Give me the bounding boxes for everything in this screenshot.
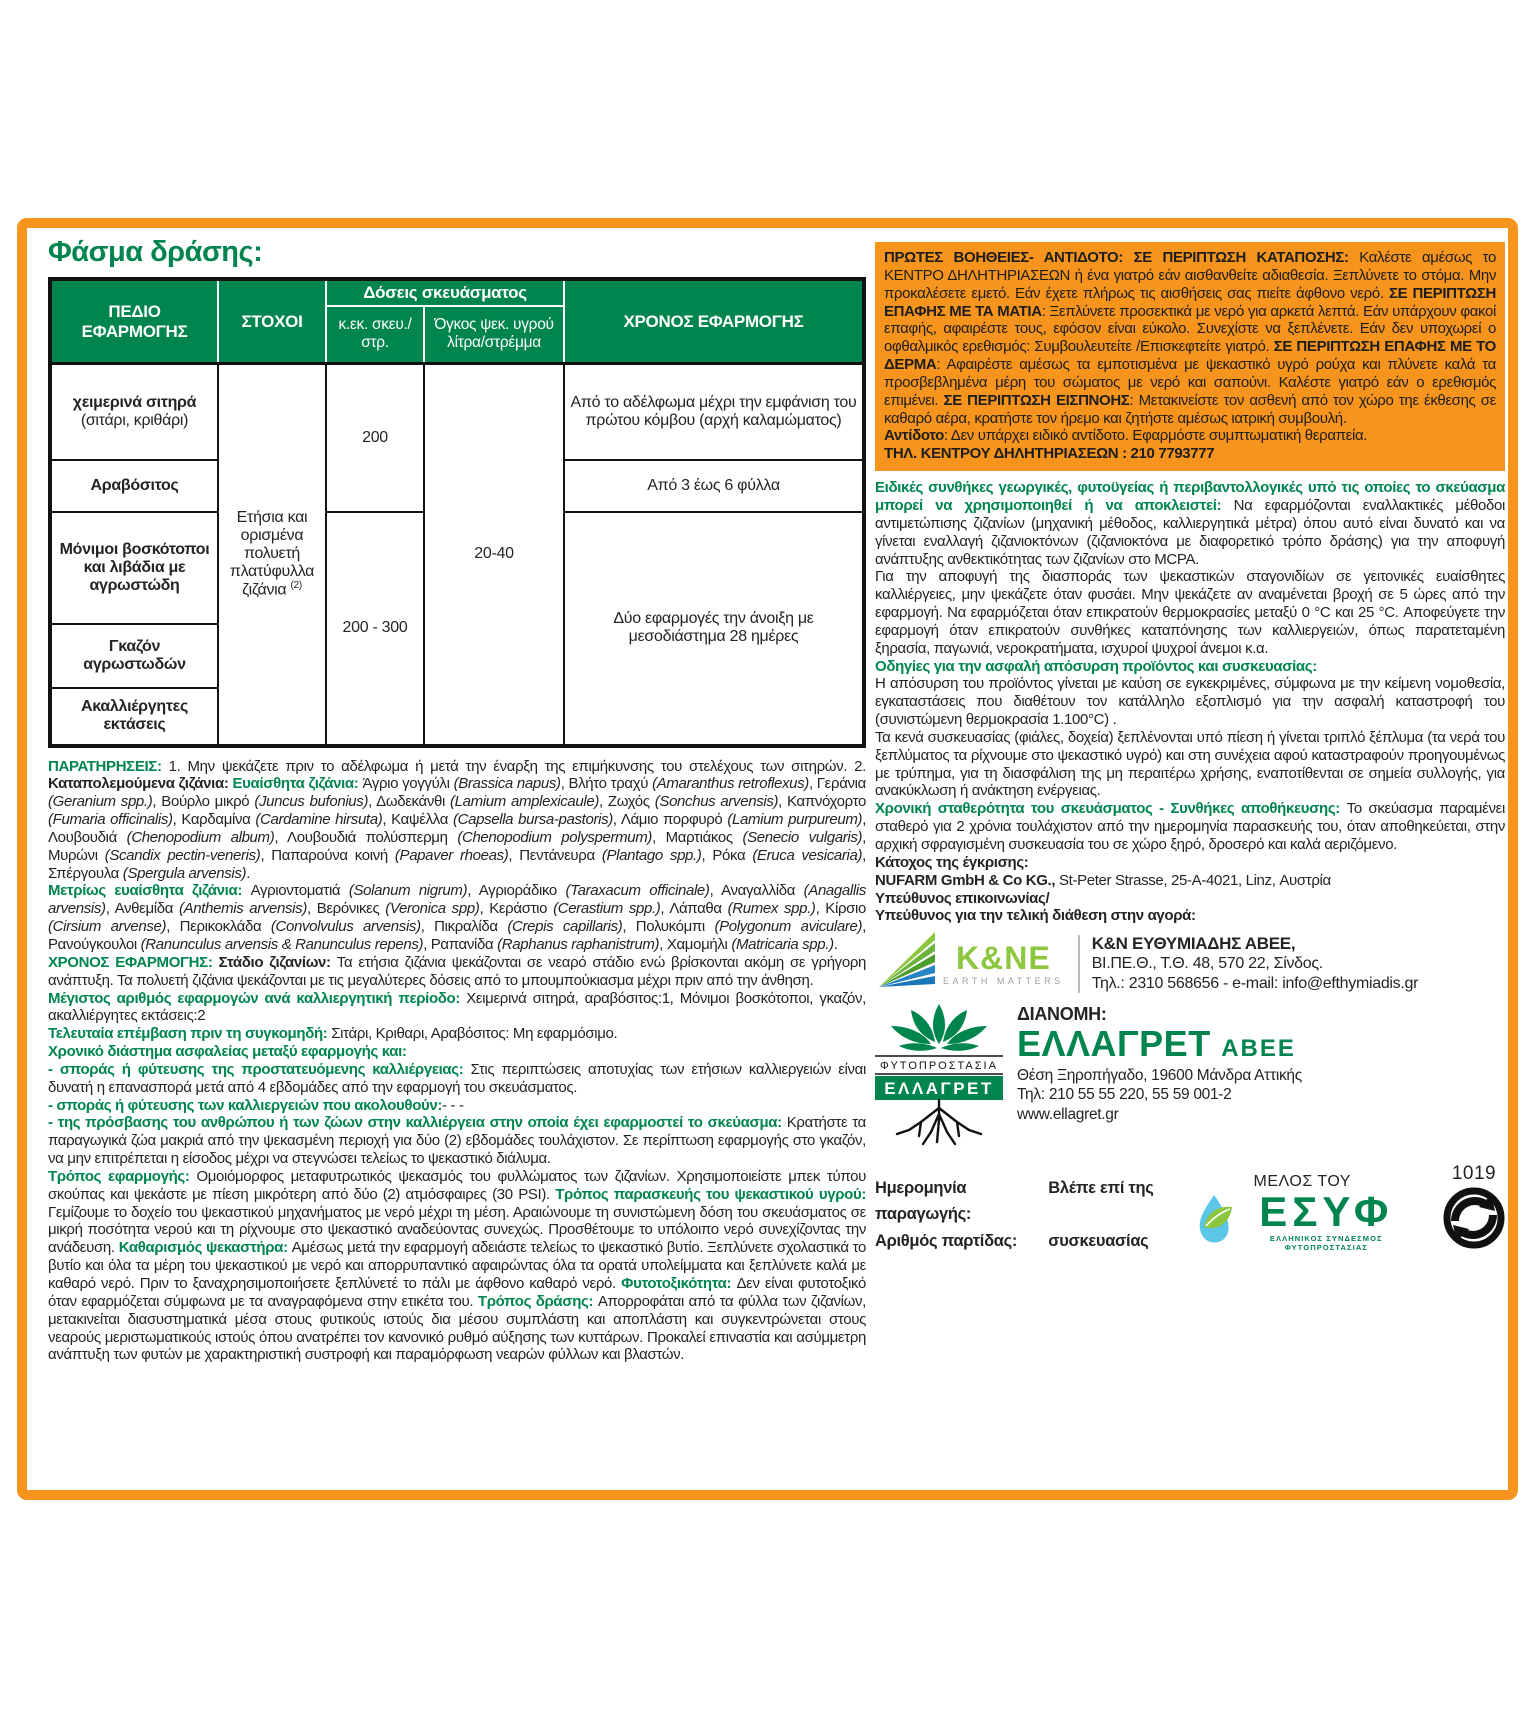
paragraph: Αντίδοτο: Δεν υπάρχει ειδικό αντίδοτο. Εφαρμόστε συμπτωματική θεραπεία. [884, 427, 1368, 445]
production-date-value: Βλέπε επί της [1048, 1179, 1154, 1198]
kne-logo [875, 931, 1064, 996]
left-text-block [48, 758, 866, 1365]
cell-crop-maize: Αραβόσιτος [50, 460, 218, 512]
distribution-info [1017, 1000, 1302, 1153]
paragraph: - σποράς ή φύτευσης της προστατευόμενης καλλιέργειας: Στις περιπτώσεις αποτυχίας των ετήσιων καλλιεργειών είναι δυνατή η επανασπορά μετά από 4 εβδομάδες από την εφαρμογή του σκευάσματος. [48, 1060, 866, 1096]
esyf-subtitle: ΕΛΛΗΝΙΚΟΣ ΣΥΝΔΕΣΜΟΣ ΦΥΤΟΠΡΟΣΤΑΣΙΑΣ [1269, 1234, 1383, 1253]
col-header-field: ΠΕΔΙΟ ΕΦΑΡΜΟΓΗΣ [50, 279, 218, 364]
cell-crop-pastures: Μόνιμοι βοσκότοποι και λιβάδια με αγρωστώδη [50, 512, 218, 624]
col-header-targets: ΣΤΟΧΟΙ [218, 279, 326, 364]
distribution-label: ΔΙΑΝΟΜΗ: [1017, 1004, 1107, 1025]
col-header-time: ΧΡΟΝΟΣ ΕΦΑΡΜΟΓΗΣ [564, 279, 864, 364]
production-info [875, 1175, 1154, 1254]
esyf-member-label: ΜΕΛΟΣ ΤΟΥ [1253, 1173, 1351, 1191]
cell-dose-200-300: 200 - 300 [326, 512, 424, 746]
col-header-dose-cc: κ.εκ. σκευ./στρ. [326, 306, 424, 364]
ellagret-name-main: ΕΛΛΑΓΡΕΤ [1017, 1023, 1211, 1065]
kne-logo-icon [875, 931, 937, 996]
paragraph: Κάτοχος της έγκρισης: [875, 853, 1029, 871]
svg-text:ΦΥΤΟΠΡΟΣΤΑΣΙΑ: ΦΥΤΟΠΡΟΣΤΑΣΙΑ [880, 1060, 998, 1073]
paragraph: Οδηγίες για την ασφαλή απόσυρση προϊόντος και συσκευασίας: [875, 657, 1317, 675]
ellagret-address-line1: Θέση Ξηροπήγαδο, 19600 Μάνδρα Αττικής [1017, 1067, 1302, 1085]
vertical-divider [1078, 935, 1080, 993]
ellagret-address-line2: Τηλ: 210 55 55 220, 55 59 001-2 [1017, 1086, 1232, 1104]
targets-footnote: (2) [290, 580, 302, 592]
col-header-volume: Όγκος ψεκ. υγρού λίτρα/στρέμμα [424, 306, 564, 364]
batch-number-label: Αριθμός παρτίδας: [875, 1231, 1018, 1250]
paragraph: Τρόπος εφαρμογής: Ομοιόμορφος μεταφυτρωτικός ψεκασμός του φυλλώματος των ζιζανίων. Χρησιμοποιείστε μπεκ τύπου σκούπας και ψεκάστε με πίεση μικρότερη από δύο (2) ατμόσφαιρες (30 PSI). Τρόπος παρασκευής του ψεκαστικού υγρού: Γεμίζουμε το δοχείο του ψεκαστικού μηχανήματος με νερό μέχρι τη μέση. Αραιώνουμε τη συνιστώμενη δόση του σκευάσματος σε μικρή ποσότητα νερού και τη ρίχνουμε στο ψεκαστικό αναδεύοντας συνεχώς. Προσθέτουμε το υπόλοιπο νερό συνεχίζοντας την ανάδευση. Καθαρισμός ψεκαστήρα: Αμέσως μετά την εφαρμογή αδειάστε τελείως το ψεκαστικό βυτίο. Ξεπλύνετε σχολαστικά το βυτίο και όλα τα μέρη του ψεκαστικού με νερό και απορρυπαντικό αφαιρώντας όλα τα ορατά υπολείμματα και ξεπλύνετε καλά με καθαρό νερό. Πριν το ξαναχρησιμοποιήσετε ξεπλύνετέ το πάλι με άφθονο καθαρό νερό. Φυτοτοξικότητα: Δεν είναι φυτοτοξικό όταν εφαρμόζεται σύμφωνα με τα αναγραφόμενα στην ετικέτα του. Τρόπος δράσης: Απορροφάται από τα φύλλα των ζιζανίων, μετακινείται διασυστηματικά μέσα στους φυτικούς ιστούς δια μέσου συμπλάστη και αποπλάστη και συγκεντρώνεται στους νεαρούς μεριστωματικούς ιστούς όπου ανατρέπει τον κανονικό ρυθμό αύξησης των κυττάρων. Προκαλεί επιναστία και ασύμμετρη ανάπτυξη των φυτών με χαρακτηριστική συστροφή και παραμόρφωση νεαρών φύλλων και βλαστών. [48, 1167, 866, 1364]
green-dot-recycle-icon [1443, 1236, 1505, 1253]
paragraph: Τελευταία επέμβαση πριν τη συγκομηδή: Σιτάρι, Κριθαρι, Αραβόσιτος: Μη εφαρμόσιμο. [48, 1025, 618, 1043]
kne-tagline: EARTH MATTERS [943, 975, 1064, 986]
kne-address [1092, 933, 1418, 994]
paragraph: Για την αποφυγή της διασποράς των ψεκαστικών σταγονιδίων σε γειτονικές ευαίσθητες καλλιέργειες, μην ψεκάζετε όταν φυσάει. Μην ψεκάζετε αν αναμένεται βροχή σε 5 ώρες από την εφαρμογή. Να εφαρμόζεται όταν επικρατούν θερμοκρασίες μεταξύ 0 °C και 25 °C. Αποφεύγετε την εφαρμογή όταν επικρατούν συνθήκες καταπόνησης των καλλιεργειών, όπως παρατεταμένη ξηρασία, παγωνιά, νεροκρατήματα, ισχυροί ψυχροί άνεμοι κ.α. [875, 568, 1505, 657]
left-column [48, 236, 866, 1364]
cell-crop-turf: Γκαζόν αγρωστωδών [50, 624, 218, 688]
distribution-row [875, 1000, 1505, 1153]
cell-dose-200: 200 [326, 364, 424, 512]
ellagret-logo [875, 1000, 1003, 1153]
paragraph: Χρονικό διάστημα ασφαλείας μεταξύ εφαρμογής και: [48, 1043, 407, 1061]
cell-crop-winter-cereals [50, 364, 218, 460]
cell-time-3: Δύο εφαρμογές την άνοιξη με μεσοδιάστημα 28 ημέρες [564, 512, 864, 746]
ellagret-company-name [1017, 1025, 1302, 1063]
kne-address-line1: ΒΙ.ΠΕ.Θ., Τ.Θ. 48, 570 22, Σίνδος. [1091, 955, 1323, 973]
paragraph: Χρονική σταθερότητα του σκευάσματος - Συνθήκες αποθήκευσης: Το σκεύασμα παραμένει σταθερό για 2 χρόνια τουλάχιστον από την ημερομηνία παρασκευής του, όταν αποθηκεύεται, στην αρχική σφραγισμένη συσκευασία του σε χώρο ξηρό, δροσερό και καλά αεριζόμενο. [875, 800, 1505, 853]
paragraph: ΧΡΟΝΟΣ ΕΦΑΡΜΟΓΗΣ: Στάδιο ζιζανίων: Τα ετήσια ζιζάνια ψεκάζονται σε νεαρό στάδιο ενώ βρίσκονται ακόμη σε γρήγορη ανάπτυξη. Τα πολυετή ζιζάνια ψεκάζονται με τις μεγαλύτερες δόσεις από το μπουμπούκιασμα μέχρι πριν από την άνθηση. [48, 953, 866, 989]
kne-company-name: K&N ΕΥΘΥΜΙΑΔΗΣ ΑΒΕΕ, [1091, 934, 1296, 954]
ellagret-address [1017, 1066, 1302, 1124]
paragraph: ΠΡΩΤΕΣ ΒΟΗΘΕΙΕΣ- ΑΝΤΙΔΟΤΟ: ΣΕ ΠΕΡΙΠΤΩΣΗ ΚΑΤΑΠΟΣΗΣ: Καλέστε αμέσως το ΚΕΝΤΡΟ ΔΗΛΗΤΗΡΙΑΣΕΩΝ ή ένα γιατρό εάν αισθανθείτε αδιαθεσία. Ξεπλύνετε το στόμα. Μην προκαλέσετε εμετό. Εάν έχετε πλήρως τις αισθήσεις σας πιείτε άφθονο νερό. ΣΕ ΠΕΡΙΠΤΩΣΗ ΕΠΑΦΗΣ ΜΕ ΤΑ ΜΑΤΙΑ: Ξεπλύνετε προσεκτικά με νερό για αρκετά λεπτά. Εάν υπάρχουν φακοί επαφής, αφαιρέστε τους, εφόσον είναι εύκολο. Συνεχίστε να ξεπλένετε. Εάν δεν υποχωρεί ο οφθαλμικός ερεθισμός: Συμβουλευτείτε /Επισκεφτείτε γιατρό. ΣΕ ΠΕΡΙΠΤΩΣΗ ΕΠΑΦΗΣ ΜΕ ΤΟ ΔΕΡΜΑ: Αφαιρέστε αμέσως τα εμποτισμένα με ψεκαστικό υγρό ρούχα και πλύνετε καλά τα προσβεβλημένα μέρη του σώματος με νερό και σαπούνι. Καλέστε γιατρό εάν ο ερεθισμός επιμένει. ΣΕ ΠΕΡΙΠΤΩΣΗ ΕΙΣΠΝΟΗΣ: Μετακινείστε τον ασθενή από τον χώρο τηε έκθεσης σε καθαρό αέρα, κρατήστε τον ήρεμο και ζητήστε αμέσως ιατρική συμβουλή. [884, 249, 1496, 427]
ellagret-name-suffix: ΑΒΕΕ [1221, 1035, 1296, 1063]
paragraph: Η απόσυρση του προϊόντος γίνεται με καύση σε εγκεκριμένες, σύμφωνα με την κείμενη νομοθεσία, εγκαταστάσεις που διαθέτουν τον κατάλληλο εξοπλισμό για την ασφαλή καταστροφή του (συνιστώμενη θερμοκρασία 1.100°C) . [875, 675, 1505, 729]
approval-holder-row [875, 931, 1505, 996]
paragraph: Ειδικές συνθήκες γεωργικές, φυτοϋγείας ή περιβαντολλογικές υπό τις οποίες το σκεύασμα μπορεί να χρησιμοποιηθεί ή να αποκλειστεί: Να εφαρμόζονται εναλλακτικές μέθοδοι αντιμετώπισης ζιζανίων (μηχανική μέθοδος, καλλιεργητικά μέτρα) όπου αυτό είναι δυνατό και να γίνεται εναλλαγή ζιζανιοκτόνων (ζιζανιοκτόνα με διαφορετικό τρόπο δράσης) για την αποφυγή ανάπτυξης ανθεκτικότητας των ζιζανίων στο MCPA. [875, 479, 1505, 568]
esyf-name: ΕΣΥΦ [1259, 1188, 1394, 1236]
esyf-logo [1192, 1188, 1413, 1254]
first-aid-box [875, 242, 1505, 471]
label-code: 1019 [1451, 1163, 1497, 1185]
col-header-doses: Δόσεις σκευάσματος [326, 279, 564, 306]
paragraph: Υπεύθυνος επικοινωνίας/ [875, 889, 1050, 907]
esyf-block [1192, 1173, 1413, 1254]
svg-text:ΕΛΛΑΓΡΕΤ: ΕΛΛΑΓΡΕΤ [884, 1079, 994, 1099]
ellagret-logo-icon [875, 1060, 1003, 1152]
targets-text: Ετήσια και ορισμένα πολυετή πλατύφυλλα ζιζάνια [229, 508, 315, 599]
ellagret-website: www.ellagret.gr [1017, 1105, 1119, 1123]
paragraph: - σποράς ή φύτευσης των καλλιεργειών που ακολουθούν:- - - [48, 1096, 464, 1114]
cell-time-1: Από το αδέλφωμα μέχρι την εμφάνιση του πρώτου κόμβου (αρχή καλαμώματος) [564, 364, 864, 460]
paragraph: - της πρόσβασης του ανθρώπου ή των ζώων στην καλλιέργεια στην οποία έχει εφαρμοστεί το σκεύασμα: Κρατήστε τα παραγωγικά ζώα μακριά από την ψεκασμένη περιοχή για δύο (2) εβδομάδες τουλάχιστον. Σε περίπτωση εφαρμογής στο γκαζόν, να μην επιτρέπεται η είσοδος μέχρι να στεγνώσει τελείως το ψεκαστικό διάλυμα. [48, 1114, 866, 1168]
paragraph: Τα κενά συσκευασίας (φιάλες, δοχεία) ξεπλένονται υπό πίεση ή γίνεται τριπλό ξέπλυμα (τα νερά του ξεπλύματος τα ρίχνουμε στο ψεκαστικό υγρό) και στη συνέχεια αφού καταστραφούν προηγουμένως με τρύπημα, για τη διασφάλιση της μη περαιτέρω χρήσης, εναποτίθενται σε σημεία συλλογής, για ανακύκλωση ή ανάκτηση ενέργειας. [875, 728, 1505, 800]
bottom-row [875, 1163, 1505, 1254]
paragraph: Μετρίως ευαίσθητα ζιζάνια: Αγριοντοματιά (Solanum nigrum), Αγριοράδικο (Taraxacum officinale), Αναγαλλίδα (Anagallis arvensis), Ανθεμίδα (Anthemis arvensis), Βερόνικες (Veronica spp), Κεράστιο (Cerastium spp.), Λάπαθα (Rumex spp.), Κίρσιο (Cirsium arvense), Περικοκλάδα (Convolvulus arvensis), Πικραλίδα (Crepis capillaris), Πολυκόμπι (Polygonum aviculare), Ρανούγκουλοι (Ranunculus arvensis & Ranunculus repens), Ραπανίδα (Raphanus raphanistrum), Χαμομήλι (Matricaria spp.). [48, 882, 867, 953]
crop-subname: (σιτάρι, κριθάρι) [80, 411, 189, 429]
application-table [48, 277, 866, 748]
paragraph: Μέγιστος αριθμός εφαρμογών ανά καλλιεργητική περίοδο: Χειμερινά σιτηρά, αραβόσιτος:1, Μόνιμοι βοσκότοποι, γκαζόν, ακαλλιέργητες εκτάσεις:2 [48, 989, 866, 1025]
paragraph: ΠΑΡΑΤΗΡΗΣΕΙΣ: 1. Μην ψεκάζετε πριν το αδέλφωμα ή μετά την έναρξη της επιμήκυνσης του στελέχους των σιτηρών. 2. Καταπολεμούμενα ζιζάνια: Ευαίσθητα ζιζάνια: Άγριο γογγύλι (Brassica napus), Βλήτο τραχύ (Amaranthus retroflexus), Γεράνια (Geranium spp.), Βούρλο μικρό (Juncus bufonius), Δωδεκάνθι (Lamium amplexicaule), Ζωχός (Sonchus arvensis), Καπνόχορτο (Fumaria officinalis), Καρδαμίνα (Cardamine hirsuta), Καψέλλα (Capsella bursa-pastoris), Λάμιο πορφυρό (Lamium purpureum), Λουβουδιά (Chenopodium album), Λουβουδιά πολύσπερμη (Chenopodium polyspermum), Μαρτιάκος (Senecio vulgaris), Μυρώνι (Scandix pectin-veneris), Παπαρούνα κοινή (Papaver rhoeas), Πεντάνευρα (Plantago spp.), Ρόκα (Eruca vesicaria), Σπέργουλα (Spergula arvensis). [48, 757, 867, 882]
production-date-label: Ημερομηνία παραγωγής: [875, 1179, 972, 1224]
cell-crop-uncultivated: Ακαλλιέργητες εκτάσεις [50, 688, 218, 746]
cell-time-2: Από 3 έως 6 φύλλα [564, 460, 864, 512]
page-title: Φάσμα δράσης: [48, 236, 263, 268]
crop-name: χειμερινά σιτηρά [72, 393, 197, 411]
kne-name: K&NE [956, 939, 1051, 976]
recycle-block [1443, 1163, 1505, 1254]
cell-volume: 20-40 [424, 364, 564, 746]
cell-targets [218, 364, 326, 746]
kne-address-line2: Τηλ.: 2310 568656 - e-mail: info@efthymiadis.gr [1091, 975, 1419, 993]
right-column [875, 242, 1505, 1254]
label-frame [17, 218, 1518, 1500]
right-text-block [875, 479, 1505, 925]
esyf-wordmark [1240, 1188, 1413, 1253]
kne-wordmark [943, 939, 1064, 986]
paragraph: Υπεύθυνος για την τελική διάθεση στην αγορά: [875, 907, 1196, 925]
esyf-logo-icon [1192, 1193, 1236, 1254]
paragraph: ΤΗΛ. ΚΕΝΤΡΟΥ ΔΗΛΗΤΗΡΙΑΣΕΩΝ : 210 7793777 [884, 445, 1215, 463]
batch-number-value: συσκευασίας [1048, 1231, 1149, 1250]
table-row [50, 364, 864, 460]
paragraph: NUFARM GmbH & Co KG., St-Peter Strasse, 25-A-4021, Linz, Αυστρία [875, 871, 1331, 889]
